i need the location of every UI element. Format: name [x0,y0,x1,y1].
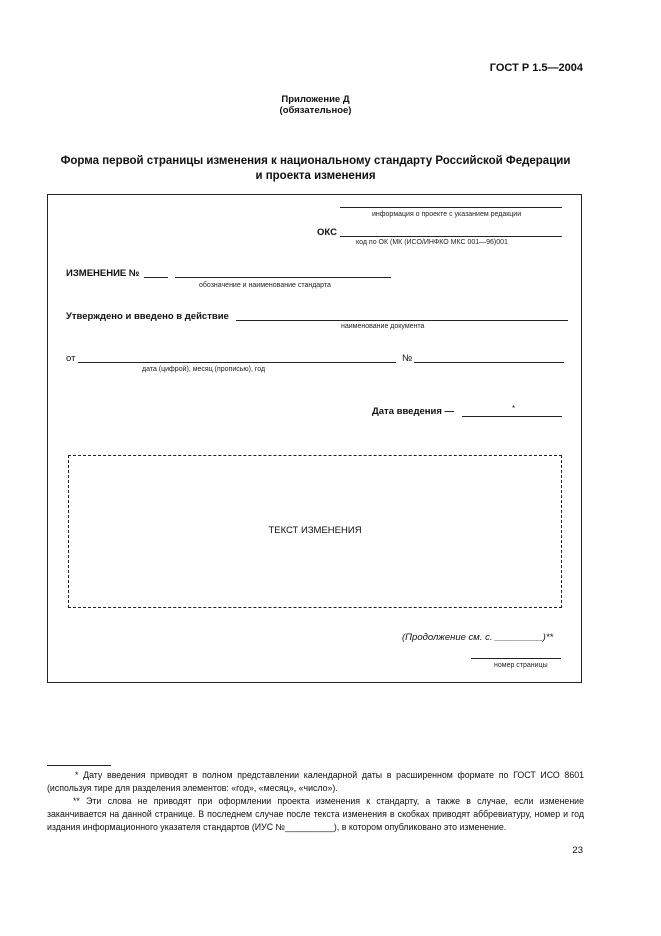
intro-date-mark: * [512,404,516,413]
intro-date-line [462,416,562,417]
number-label: № [402,353,413,364]
standard-code: ГОСТ Р 1.5—2004 [489,62,583,74]
intro-date-label: Дата введения — [372,406,455,417]
form-title-line2: и проекта изменения [255,170,376,182]
project-info-line [340,207,562,208]
oks-line [340,236,562,237]
footnote-rule [47,765,111,766]
date-line [78,362,396,363]
change-number-label: ИЗМЕНЕНИЕ № [66,268,140,279]
oks-label: ОКС [317,227,337,238]
change-number-line [144,277,168,278]
oks-caption: код по ОК (МК (ИСО/ИНФКО МКС 001—96)001 [356,239,508,246]
appendix-status: (обязательное) [279,105,352,116]
change-text-placeholder: ТЕКСТ ИЗМЕНЕНИЯ [268,525,362,536]
form-title-line1: Форма первой страницы изменения к национальному стандарту Российской Федерации [60,155,571,167]
page-number: 23 [572,845,583,856]
approved-caption: наименование документа [341,323,425,330]
appendix-title: Приложение Д [281,94,350,105]
change-designation-line [175,277,391,278]
project-info-caption: информация о проекте с указанием редакции [372,211,522,218]
footnote-1: * Дату введения приводят в полном представлении календарной даты в расширенном формате по ГОСТ ИСО 8601 (используя тире для разделения элементов: «год», «месяц», «число»). [47,770,584,793]
continuation-text: (Продолжение см. с. _________)** [402,632,554,643]
approved-label: Утверждено и введено в действие [66,311,229,322]
approved-line [236,320,568,321]
page-number-line [471,658,561,659]
change-text-box [68,455,562,608]
change-designation-caption: обозначение и наименование стандарта [199,282,331,289]
page-number-caption: номер страницы [494,662,548,669]
from-label: от [66,353,76,364]
date-caption: дата (цифрой), месяц (прописью), год [142,366,266,373]
number-line [414,362,564,363]
footnote-2: ** Эти слова не приводят при оформлении проекта изменения к стандарту, а также в случае, если изменение заканчивается на данной странице. В последнем случае после текста изменения в скобках приводят аббревиатуру, номер и год издания информационного указателя стандартов (ИУС №__________), в котором опубликовано это изменение. [47,796,584,832]
